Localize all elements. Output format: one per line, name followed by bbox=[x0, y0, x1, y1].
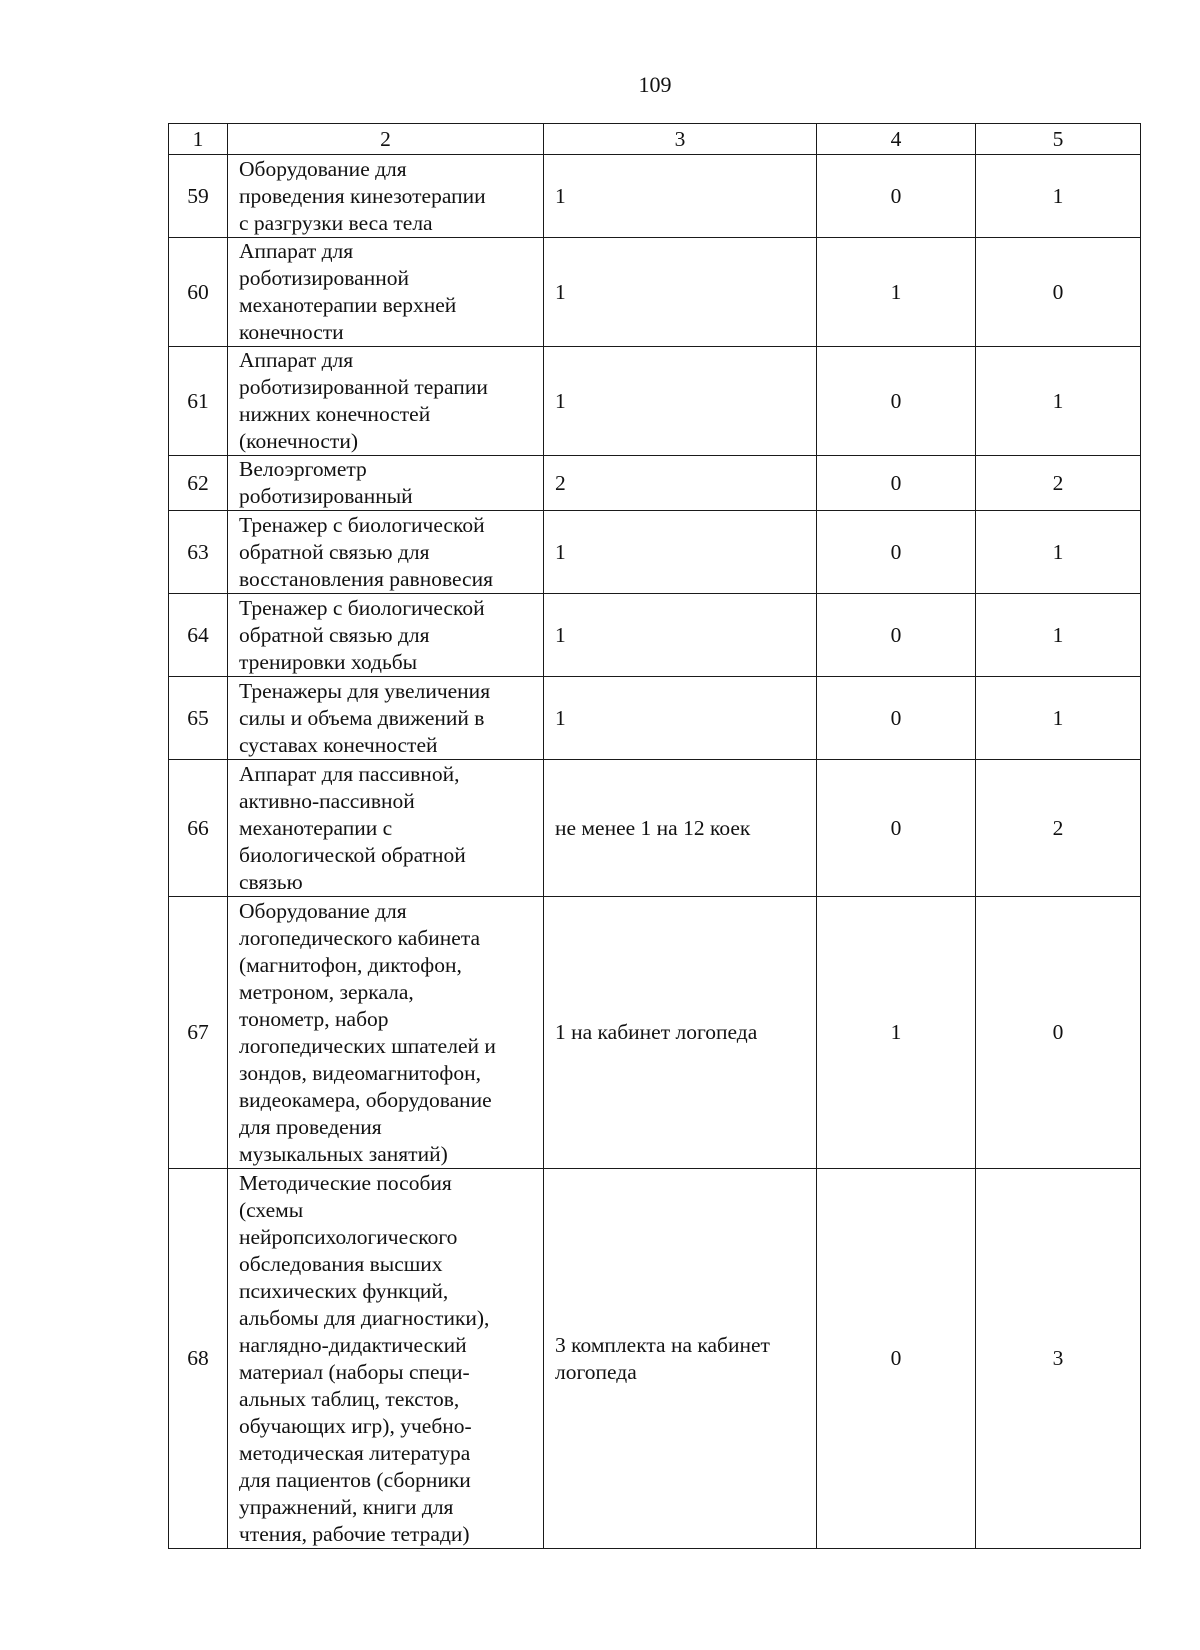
equipment-name: Оборудование для проведения кинезотерапии с разгрузки веса тела bbox=[228, 155, 544, 238]
column-5-value: 3 bbox=[976, 1169, 1141, 1549]
table-row bbox=[169, 155, 1141, 238]
column-5-value: 1 bbox=[976, 511, 1141, 594]
equipment-norm: 3 комплекта на кабинет логопеда bbox=[544, 1169, 817, 1549]
header-cell-1: 1 bbox=[169, 124, 228, 155]
row-number: 60 bbox=[169, 238, 228, 347]
table-row bbox=[169, 594, 1141, 677]
equipment-norm: 1 на кабинет логопеда bbox=[544, 897, 817, 1169]
column-5-value: 0 bbox=[976, 897, 1141, 1169]
row-number: 66 bbox=[169, 760, 228, 897]
column-5-value: 1 bbox=[976, 155, 1141, 238]
equipment-name: Тренажер с биологической обратной связью для тренировки ходьбы bbox=[228, 594, 544, 677]
column-5-value: 2 bbox=[976, 456, 1141, 511]
equipment-table bbox=[168, 123, 1141, 1549]
row-number: 62 bbox=[169, 456, 228, 511]
equipment-name: Методические пособия (схемы нейропсихологического обследования высших психических функций, альбомы для диагностики), наглядно-дидактический материал (наборы специ- альных таблиц, текстов, обучающих игр), учебно- методическая литература для пациентов (сборники упражнений, книги для чтения, рабочие тетради) bbox=[228, 1169, 544, 1549]
equipment-norm: 1 bbox=[544, 677, 817, 760]
column-4-value: 1 bbox=[817, 238, 976, 347]
table-row bbox=[169, 760, 1141, 897]
header-cell-2: 2 bbox=[228, 124, 544, 155]
page-number: 109 bbox=[638, 72, 672, 97]
header-cell-5: 5 bbox=[976, 124, 1141, 155]
column-4-value: 0 bbox=[817, 760, 976, 897]
equipment-name: Аппарат для роботизированной терапии нижних конечностей (конечности) bbox=[228, 347, 544, 456]
column-4-value: 0 bbox=[817, 1169, 976, 1549]
equipment-name: Тренажер с биологической обратной связью для восстановления равновесия bbox=[228, 511, 544, 594]
table-row bbox=[169, 677, 1141, 760]
equipment-name: Аппарат для пассивной, активно-пассивной механотерапии с биологической обратной связью bbox=[228, 760, 544, 897]
column-4-value: 1 bbox=[817, 897, 976, 1169]
column-5-value: 1 bbox=[976, 677, 1141, 760]
table-row bbox=[169, 897, 1141, 1169]
column-4-value: 0 bbox=[817, 155, 976, 238]
table-row bbox=[169, 511, 1141, 594]
table-header-row bbox=[169, 124, 1141, 155]
row-number: 61 bbox=[169, 347, 228, 456]
column-4-value: 0 bbox=[817, 594, 976, 677]
row-number: 68 bbox=[169, 1169, 228, 1549]
row-number: 64 bbox=[169, 594, 228, 677]
equipment-name: Тренажеры для увеличения силы и объема движений в суставах конечностей bbox=[228, 677, 544, 760]
header-cell-3: 3 bbox=[544, 124, 817, 155]
equipment-norm: 1 bbox=[544, 238, 817, 347]
equipment-norm: 1 bbox=[544, 594, 817, 677]
table-row bbox=[169, 1169, 1141, 1549]
equipment-norm: 2 bbox=[544, 456, 817, 511]
column-4-value: 0 bbox=[817, 511, 976, 594]
equipment-name: Аппарат для роботизированной механотерапии верхней конечности bbox=[228, 238, 544, 347]
column-5-value: 1 bbox=[976, 594, 1141, 677]
column-4-value: 0 bbox=[817, 456, 976, 511]
column-5-value: 0 bbox=[976, 238, 1141, 347]
column-5-value: 2 bbox=[976, 760, 1141, 897]
table-row bbox=[169, 347, 1141, 456]
equipment-norm: 1 bbox=[544, 347, 817, 456]
header-cell-4: 4 bbox=[817, 124, 976, 155]
equipment-norm: 1 bbox=[544, 155, 817, 238]
column-5-value: 1 bbox=[976, 347, 1141, 456]
row-number: 67 bbox=[169, 897, 228, 1169]
equipment-norm: 1 bbox=[544, 511, 817, 594]
equipment-name: Оборудование для логопедического кабинета (магнитофон, диктофон, метроном, зеркала, тонометр, набор логопедических шпателей и зондов, видеомагнитофон, видеокамера, оборудование для проведения музыкальных занятий) bbox=[228, 897, 544, 1169]
column-4-value: 0 bbox=[817, 677, 976, 760]
table-row bbox=[169, 456, 1141, 511]
equipment-norm: не менее 1 на 12 коек bbox=[544, 760, 817, 897]
equipment-name: Велоэргометр роботизированный bbox=[228, 456, 544, 511]
row-number: 65 bbox=[169, 677, 228, 760]
row-number: 59 bbox=[169, 155, 228, 238]
row-number: 63 bbox=[169, 511, 228, 594]
column-4-value: 0 bbox=[817, 347, 976, 456]
table-row bbox=[169, 238, 1141, 347]
